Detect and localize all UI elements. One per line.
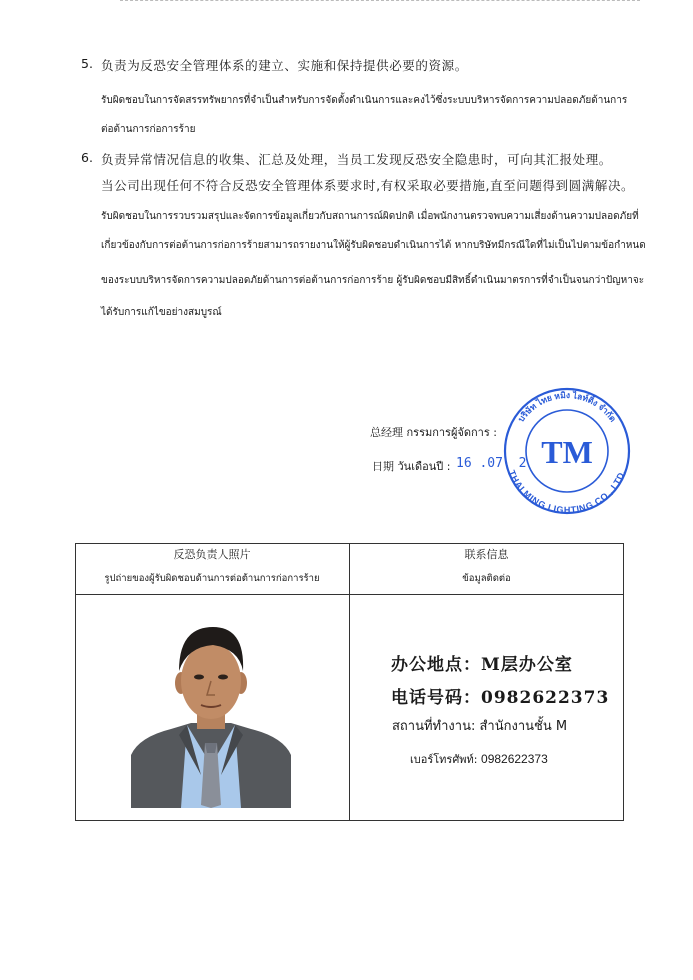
office-location-thai: สถานที่ทำงาน: สำนักงานชั้น M	[392, 719, 568, 734]
stamp-english-ring-text: THAI MING LIGHTING CO., LTD.	[506, 468, 628, 515]
phone-row-thai	[410, 750, 548, 768]
phone-number-chinese: 电话号码：0982622373	[391, 688, 610, 708]
svg-text:บริษัท ไทย หมิง ไลท์ติ้ง จำกัด	[516, 390, 619, 424]
phone-number-thai: 0982622373	[481, 752, 548, 766]
contact-header-thai: ข้อมูลติดต่อ	[462, 573, 511, 584]
phone-label-thai: เบอร์โทรศัพท์:	[410, 753, 478, 766]
date-label: 日期 วันเดือนปี :	[372, 460, 451, 473]
stamp-tm-logo: TM	[541, 434, 593, 470]
item-6-chinese-line-2: 当公司出现任何不符合反恐安全管理体系要求时,有权采取必要措施,直至问题得到圆满解决。	[101, 178, 635, 193]
item-6-thai-line-3: ของระบบบริหารจัดการความปลอดภัยด้านการต่อต้านการก่อการร้าย ผู้รับผิดชอบมีสิทธิ์ดำเนินมาตรการที่จำเป็นจนกว่าปัญหาจะ	[101, 275, 645, 286]
stamp-thai-ring-text: บริษัท ไทย หมิง ไลท์ติ้ง จำกัด	[515, 389, 619, 424]
handwritten-date: 16 .07. 2	[456, 456, 527, 471]
photo-header-chinese: 反恐负责人照片	[173, 548, 251, 561]
item-5-thai-line-1: รับผิดชอบในการจัดสรรทรัพยากรที่จำเป็นสำหรับการจัดตั้งดำเนินการและคงไว้ซึ่งระบบบริหารจัดการความปลอดภัยด้านการ	[101, 95, 628, 106]
item-6-number: 6.	[81, 150, 93, 165]
item-5-thai-line-2: ต่อต้านการก่อการร้าย	[101, 124, 196, 135]
office-location-chinese: 办公地点：M层办公室	[391, 655, 573, 675]
item-5-number: 5.	[81, 56, 93, 71]
manager-signature-label: 总经理 กรรมการผู้จัดการ :	[370, 426, 497, 439]
item-6-thai-line-2: เกี่ยวข้องกับการต่อต้านการก่อการร้ายสามารถรายงานให้ผู้รับผิดชอบดำเนินการได้ หากบริษัทมีกรณีใดที่ไม่เป็นไปตามข้อกำหนด	[101, 240, 646, 251]
responsible-person-photo	[131, 615, 291, 808]
item-6-thai-line-4: ได้รับการแก้ไขอย่างสมบูรณ์	[101, 307, 222, 318]
photo-header-thai: รูปถ่ายของผู้รับผิดชอบด้านการต่อต้านการก่อการร้าย	[104, 573, 320, 584]
item-6-thai-line-1: รับผิดชอบในการรวบรวมสรุปและจัดการข้อมูลเกี่ยวกับสถานการณ์ผิดปกติ เมื่อพนักงานตรวจพบความเสี่ยงด้านความปลอดภัยที่	[101, 211, 639, 222]
item-5-chinese-text: 负责为反恐安全管理体系的建立、实施和保持提供必要的资源。	[101, 58, 468, 73]
company-stamp	[496, 385, 638, 515]
contact-header-chinese: 联系信息	[464, 548, 509, 561]
table-header-divider	[75, 594, 624, 595]
page-top-edge	[120, 0, 640, 3]
item-6-chinese-line-1: 负责异常情况信息的收集、汇总及处理，当员工发现反恐安全隐患时，可向其汇报处理。	[101, 152, 612, 167]
